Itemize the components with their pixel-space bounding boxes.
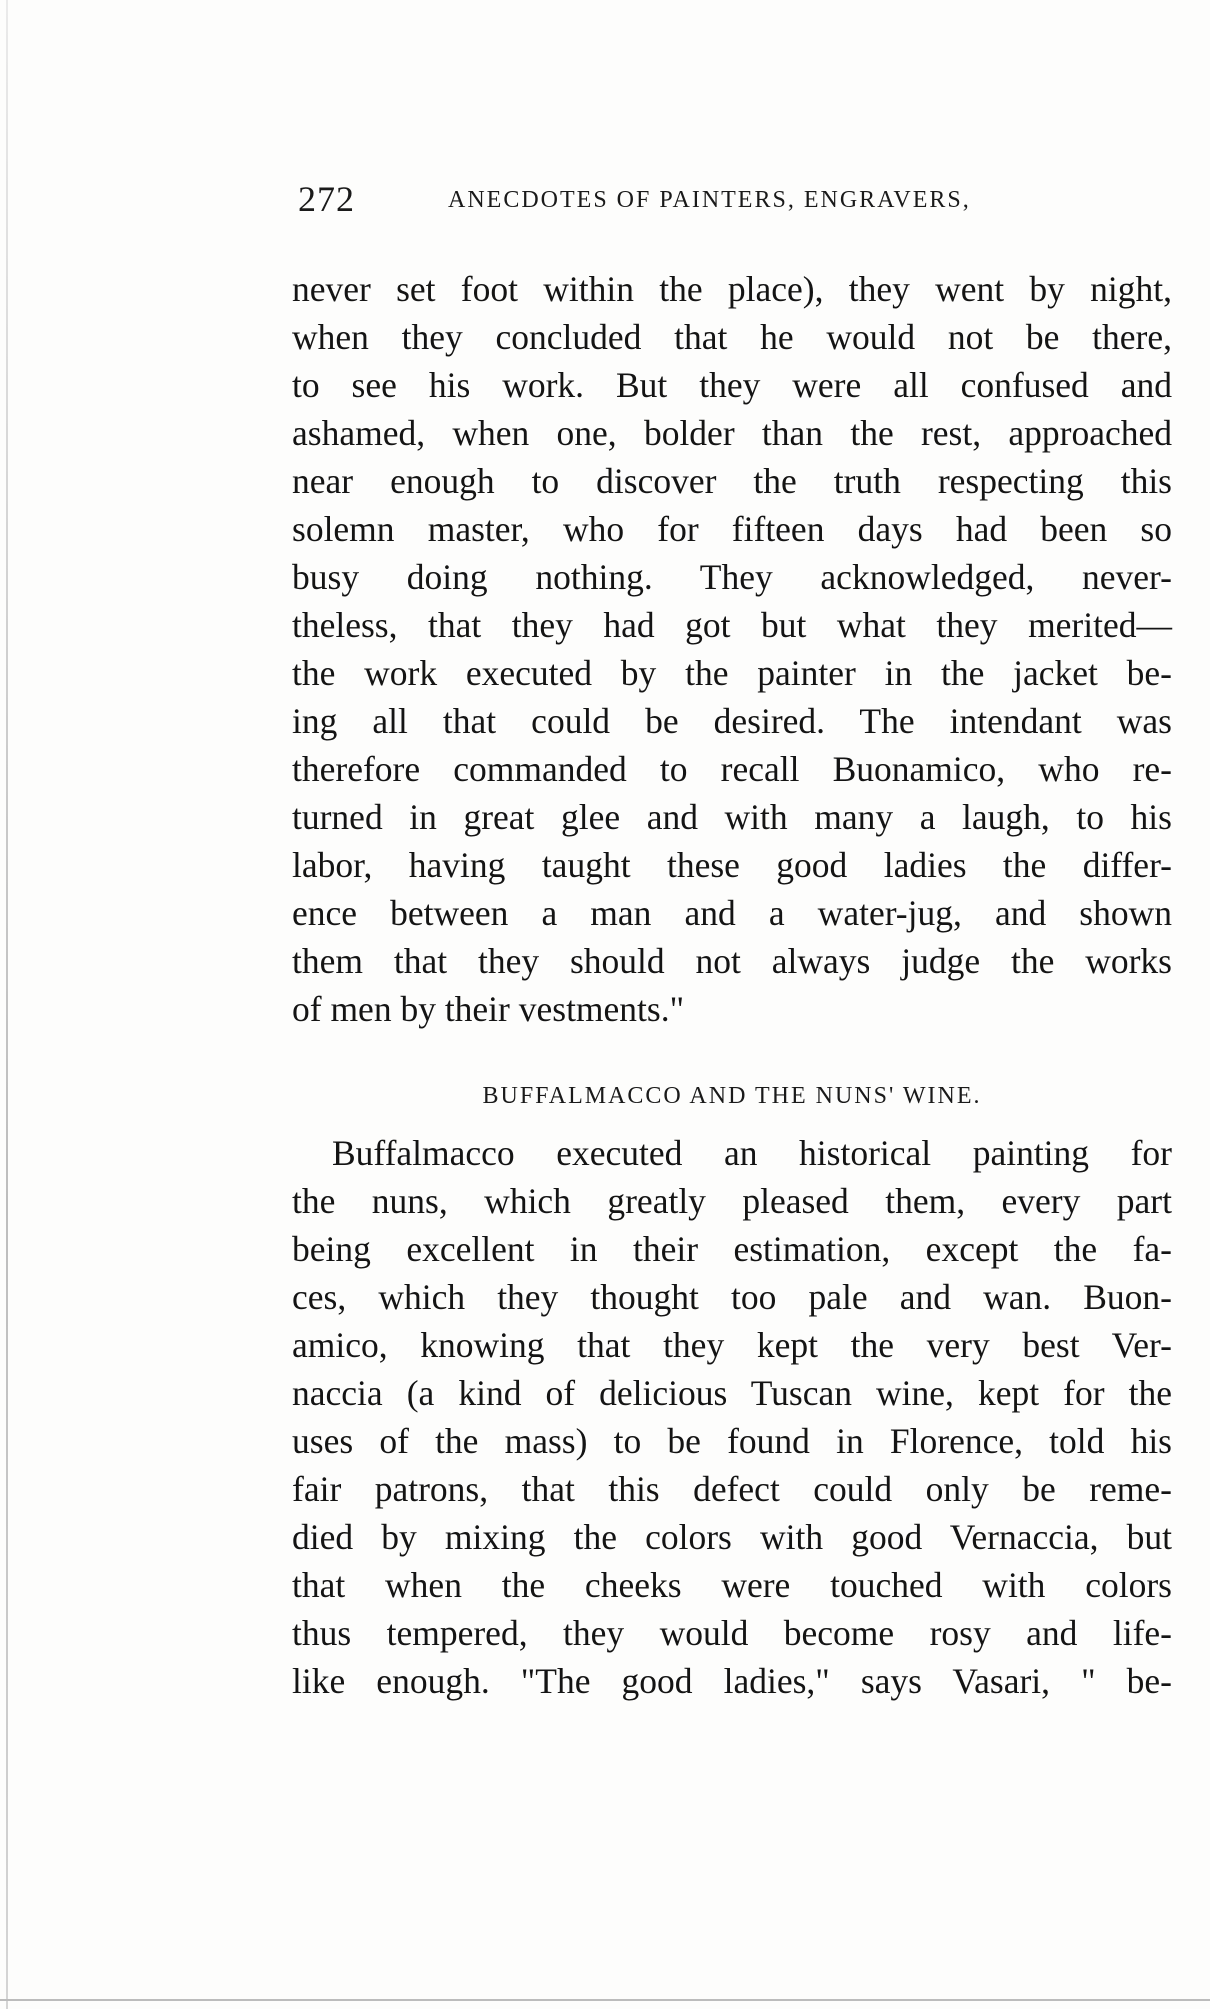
section-heading: BUFFALMACCO AND THE NUNS' WINE. xyxy=(482,1083,982,1109)
text-line: busy doing nothing. They acknowledged, never- xyxy=(292,557,1172,597)
text-line: near enough to discover the truth respecting this xyxy=(292,461,1172,501)
text-line: turned in great glee and with many a laugh, to his xyxy=(292,797,1172,837)
text-line: labor, having taught these good ladies the differ- xyxy=(292,845,1172,885)
paragraph-continued xyxy=(292,265,1172,1033)
text-line: naccia (a kind of delicious Tuscan wine, kept for the xyxy=(292,1373,1172,1413)
text-line: ces, which they thought too pale and wan. Buon- xyxy=(292,1277,1172,1317)
text-line: like enough. "The good ladies," says Vasari, " be- xyxy=(292,1661,1172,1701)
text-line: died by mixing the colors with good Vernaccia, but xyxy=(292,1517,1172,1557)
text-line: of men by their vestments." xyxy=(292,989,685,1029)
paragraph-new xyxy=(292,1129,1172,1705)
text-line: the nuns, which greatly pleased them, every part xyxy=(292,1181,1172,1221)
running-head: ANECDOTES OF PAINTERS, ENGRAVERS, xyxy=(448,187,971,213)
text-line: theless, that they had got but what they merited— xyxy=(292,605,1172,645)
text-line: when they concluded that he would not be there, xyxy=(292,317,1172,357)
text-line: amico, knowing that they kept the very best Ver- xyxy=(292,1325,1172,1365)
text-line: them that they should not always judge the works xyxy=(292,941,1172,981)
text-line: being excellent in their estimation, except the fa- xyxy=(292,1229,1172,1269)
text-line: thus tempered, they would become rosy and life- xyxy=(292,1613,1172,1653)
text-line: ence between a man and a water-jug, and shown xyxy=(292,893,1172,933)
text-line: solemn master, who for fifteen days had been so xyxy=(292,509,1172,549)
text-line: that when the cheeks were touched with colors xyxy=(292,1565,1172,1605)
page-bottom-edge xyxy=(0,1999,1210,2001)
text-line: ing all that could be desired. The intendant was xyxy=(292,701,1172,741)
text-line: to see his work. But they were all confused and xyxy=(292,365,1172,405)
page-header xyxy=(298,178,1078,228)
text-line: Buffalmacco executed an historical painting for xyxy=(332,1133,1172,1173)
text-line: therefore commanded to recall Buonamico, who re- xyxy=(292,749,1172,789)
page-binding-edge xyxy=(6,0,8,2009)
text-line: ashamed, when one, bolder than the rest, approached xyxy=(292,413,1172,453)
text-line: never set foot within the place), they went by night, xyxy=(292,269,1172,309)
text-line: uses of the mass) to be found in Florence, told his xyxy=(292,1421,1172,1461)
page-number: 272 xyxy=(298,179,355,219)
text-line: fair patrons, that this defect could only be reme- xyxy=(292,1469,1172,1509)
text-line: the work executed by the painter in the jacket be- xyxy=(292,653,1172,693)
